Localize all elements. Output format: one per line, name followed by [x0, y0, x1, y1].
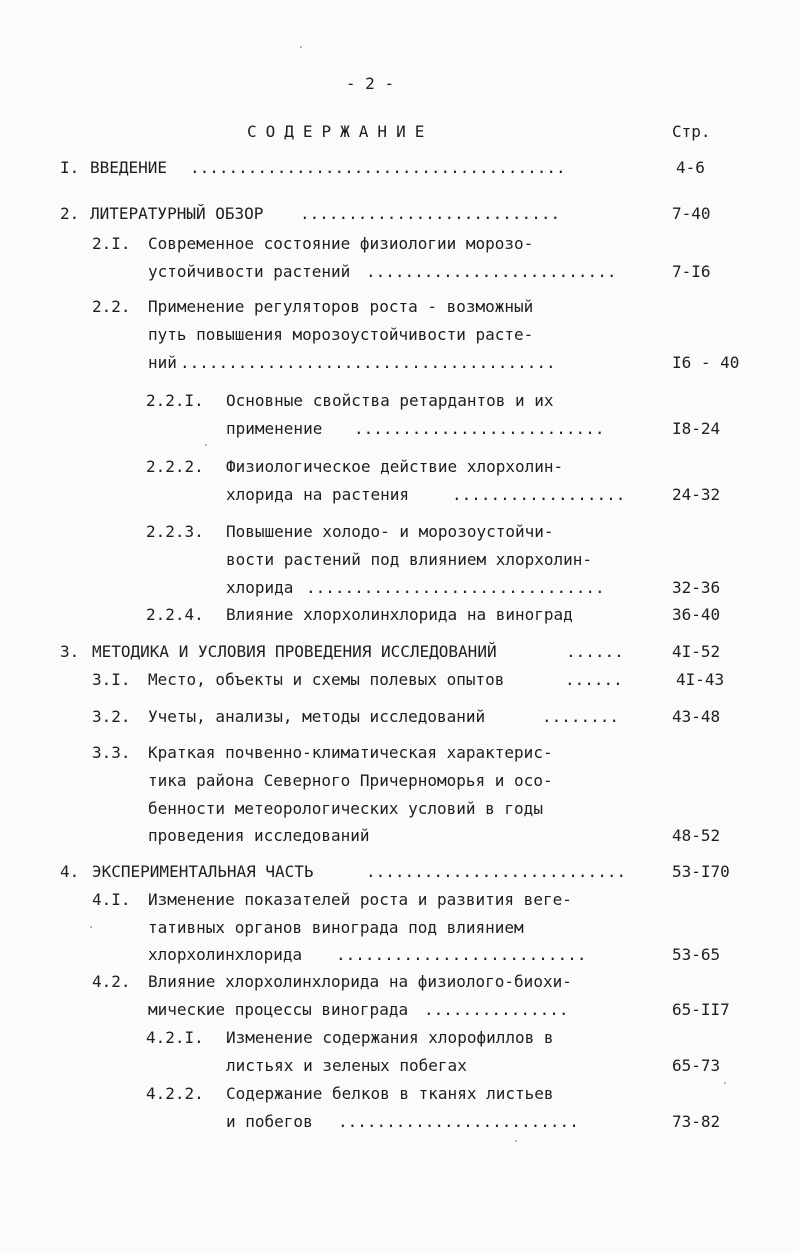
toc-entry-title-line: ний: [148, 353, 177, 372]
toc-entry-pages: 43-48: [672, 707, 721, 726]
toc-entry-title: ЛИТЕРАТУРНЫЙ ОБЗОР: [90, 204, 264, 223]
toc-entry-title-line: устойчивости растений: [148, 262, 351, 281]
dot-leader: ......: [566, 642, 624, 661]
scan-speck: [300, 46, 302, 48]
dot-leader: ..........................: [336, 945, 587, 964]
dot-leader: ..........................: [366, 262, 617, 281]
toc-entry-pages: 7-40: [672, 204, 711, 223]
scan-speck: [515, 1140, 517, 1142]
toc-entry-title-line: путь повышения морозоустойчивости расте-: [148, 325, 534, 344]
scan-speck: [205, 444, 207, 446]
toc-entry-number: 3.I.: [92, 670, 131, 689]
toc-entry-title: ЭКСПЕРИМЕНТАЛЬНАЯ ЧАСТЬ: [92, 862, 314, 881]
toc-entry-title-line: Изменение показателей роста и развития веге-: [148, 890, 572, 909]
toc-entry-title-line: Повышение холодо- и морозоустойчи-: [226, 522, 554, 541]
toc-entry-title-line: Краткая почвенно-климатическая характерис-: [148, 743, 553, 762]
toc-entry-title-line: мические процессы винограда: [148, 1000, 409, 1019]
toc-entry-number: I.: [60, 158, 80, 177]
toc-entry-title-line: хлорхолинхлорида: [148, 945, 303, 964]
toc-entry-pages: 4I-52: [672, 642, 721, 661]
dot-leader: ..................: [452, 485, 626, 504]
toc-entry-pages: 53-65: [672, 945, 721, 964]
scan-speck: [724, 1082, 726, 1084]
toc-entry-title-line: листьях и зеленых побегах: [226, 1056, 467, 1075]
toc-entry-number: 4.: [60, 862, 80, 881]
toc-entry-number: 3.2.: [92, 707, 131, 726]
toc-entry-title-line: Основные свойства ретардантов и их: [226, 391, 554, 410]
toc-entry-number: 4.2.I.: [146, 1028, 204, 1047]
toc-entry-pages: I8-24: [672, 419, 721, 438]
page-column-header: Стр.: [672, 122, 711, 141]
toc-entry-title-line: Изменение содержания хлорофиллов в: [226, 1028, 554, 1047]
dot-leader: ........: [542, 707, 620, 726]
toc-entry-title-line: бенности метеорологических условий в годы: [148, 799, 543, 818]
toc-entry-pages: I6 - 40: [672, 353, 740, 372]
toc-entry-title-line: тика района Северного Причерноморья и осо-: [148, 771, 553, 790]
toc-entry-title: Влияние хлорхолинхлорида на виноград: [226, 605, 573, 624]
dot-leader: .......................................: [180, 353, 556, 372]
toc-entry-pages: 32-36: [672, 578, 721, 597]
toc-entry-title-line: и побегов: [226, 1112, 313, 1131]
toc-entry-pages: 7-I6: [672, 262, 711, 281]
contents-heading: СОДЕРЖАНИЕ: [247, 122, 434, 141]
toc-entry-number: 4.2.: [92, 972, 131, 991]
toc-entry-title: Учеты, анализы, методы исследований: [148, 707, 486, 726]
dot-leader: ...............: [424, 1000, 569, 1019]
toc-entry-number: 2.: [60, 204, 80, 223]
toc-entry-number: 3.3.: [92, 743, 131, 762]
toc-entry-number: 2.I.: [92, 234, 131, 253]
toc-entry-number: 2.2.: [92, 297, 131, 316]
toc-entry-number: 4.I.: [92, 890, 131, 909]
scan-speck: [90, 926, 92, 928]
toc-entry-title-line: тативных органов винограда под влиянием: [148, 918, 524, 937]
dot-leader: ...........................: [366, 862, 627, 881]
dot-leader: ..........................: [354, 419, 605, 438]
dot-leader: ...............................: [306, 578, 605, 597]
toc-entry-pages: 65-73: [672, 1056, 721, 1075]
page-number: - 2 -: [345, 74, 395, 93]
toc-entry-number: 2.2.4.: [146, 605, 204, 624]
toc-entry-pages: 73-82: [672, 1112, 721, 1131]
toc-entry-pages: 36-40: [672, 605, 721, 624]
toc-entry-number: 2.2.3.: [146, 522, 204, 541]
toc-entry-title-line: хлорида: [226, 578, 294, 597]
toc-entry-number: 3.: [60, 642, 80, 661]
toc-entry-number: 4.2.2.: [146, 1084, 204, 1103]
toc-entry-title: Место, объекты и схемы полевых опытов: [148, 670, 505, 689]
toc-entry-title: ВВЕДЕНИЕ: [90, 158, 168, 177]
toc-entry-number: 2.2.2.: [146, 457, 204, 476]
toc-entry-title-line: Современное состояние физиологии морозо-: [148, 234, 534, 253]
toc-entry-pages: 48-52: [672, 826, 721, 845]
toc-entry-title-line: Применение регуляторов роста - возможный: [148, 297, 534, 316]
toc-entry-pages: 24-32: [672, 485, 721, 504]
dot-leader: ......: [565, 670, 623, 689]
dot-leader: ...........................: [300, 204, 561, 223]
toc-entry-pages: 4-6: [676, 158, 705, 177]
toc-entry-pages: 4I-43: [676, 670, 725, 689]
toc-entry-title-line: проведения исследований: [148, 826, 370, 845]
dot-leader: .......................................: [190, 158, 566, 177]
toc-entry-title-line: применение: [226, 419, 323, 438]
toc-entry-title-line: хлорида на растения: [226, 485, 410, 504]
dot-leader: .........................: [338, 1112, 579, 1131]
toc-entry-number: 2.2.I.: [146, 391, 204, 410]
toc-entry-title-line: Содержание белков в тканях листьев: [226, 1084, 554, 1103]
toc-entry-title-line: вости растений под влиянием хлорхолин-: [226, 550, 593, 569]
toc-entry-pages: 53-I70: [672, 862, 730, 881]
toc-entry-pages: 65-II7: [672, 1000, 730, 1019]
toc-entry-title: МЕТОДИКА И УСЛОВИЯ ПРОВЕДЕНИЯ ИССЛЕДОВАНИЙ: [92, 642, 497, 661]
toc-entry-title-line: Физиологическое действие хлорхолин-: [226, 457, 564, 476]
toc-entry-title-line: Влияние хлорхолинхлорида на физиолого-биохи-: [148, 972, 572, 991]
